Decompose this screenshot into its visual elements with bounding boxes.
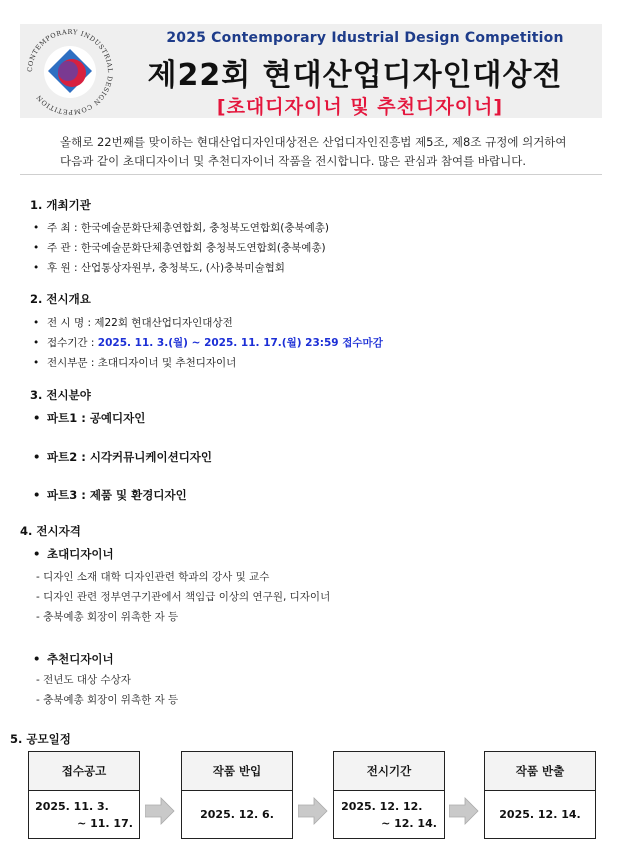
step-head: 작품 반출 [485,752,595,791]
schedule-step: 작품 반출 2025. 12. 14. [484,751,596,839]
section-1-title: 1. 개최기관 [30,198,91,212]
step-head: 접수공고 [29,752,139,791]
schedule-step: 전시기간 2025. 12. 12. ~ 12. 14. [333,751,445,839]
group-title: • 초대디자이너 [33,547,114,561]
page-title: 제22회 현대산업디자인대상전 [147,58,563,93]
list-item: • 주 최 : 한국예술문화단체총연합회, 충청북도연합회(충북예총) [33,222,329,234]
list-item: - 충북예총 회장이 위촉한 자 등 [36,611,179,623]
list-item: - 디자인 관련 정부연구기관에서 책임급 이상의 연구원, 디자이너 [36,591,331,603]
schedule-step: 접수공고 2025. 11. 3. ~ 11. 17. [28,751,140,839]
arrow-right-icon [298,797,328,825]
part-item: • 파트3 : 제품 및 환경디자인 [33,488,187,502]
section-3-title: 3. 전시분야 [30,388,91,402]
intro-line-1: 올해로 22번째를 맞이하는 현대산업디자인대상전은 산업디자인진흥법 제5조, 제8조 규정에 의거하여 [60,135,567,149]
step-head: 작품 반입 [182,752,292,791]
part-item: • 파트2 : 시각커뮤니케이션디자인 [33,450,213,464]
intro-paragraph [60,133,580,171]
svg-text:CONTEMPORARY INDUSTRIAL DESIGN: CONTEMPORARY INDUSTRIAL DESIGN COMPETITION [25,27,115,117]
list-item: - 디자인 소재 대학 디자인관련 학과의 강사 및 교수 [36,571,270,583]
list-item: • 후 원 : 산업통상자원부, 충청북도, (사)충북미술협회 [33,262,285,274]
list-item: • 전시부문 : 초대디자이너 및 추천디자이너 [33,357,237,369]
section-4-title: 4. 전시자격 [20,524,81,538]
red-subtitle: [초대디자이너 및 추천디자이너] [216,96,504,118]
list-item-period: • 접수기간 : 2025. 11. 3.(월) ~ 2025. 11. 17.(월) 23:59 접수마감 [33,337,383,349]
section-2-title: 2. 전시개요 [30,292,91,306]
subtitle-english: 2025 Contemporary Idustrial Design Competition [166,30,564,46]
section-5-title: 5. 공모일정 [10,732,71,746]
schedule-step: 작품 반입 2025. 12. 6. [181,751,293,839]
divider [20,174,602,175]
group-title: • 추천디자이너 [33,652,114,666]
intro-line-2: 다음과 같이 초대디자이너 및 추천디자이너 작품을 전시합니다. 많은 관심과 참여를 바랍니다. [60,154,527,168]
arrow-right-icon [145,797,175,825]
submission-period: 2025. 11. 3.(월) ~ 2025. 11. 17.(월) 23:59 접수마감 [97,337,383,349]
part-item: • 파트1 : 공예디자인 [33,411,146,425]
competition-logo [22,27,118,117]
list-item: - 충북예총 회장이 위촉한 자 등 [36,694,179,706]
list-item: - 전년도 대상 수상자 [36,674,131,686]
arrow-right-icon [449,797,479,825]
list-item: • 주 관 : 한국예술문화단체총연합회 충청북도연합회(충북예총) [33,242,326,254]
list-item: • 전 시 명 : 제22회 현대산업디자인대상전 [33,317,233,329]
step-head: 전시기간 [334,752,444,791]
